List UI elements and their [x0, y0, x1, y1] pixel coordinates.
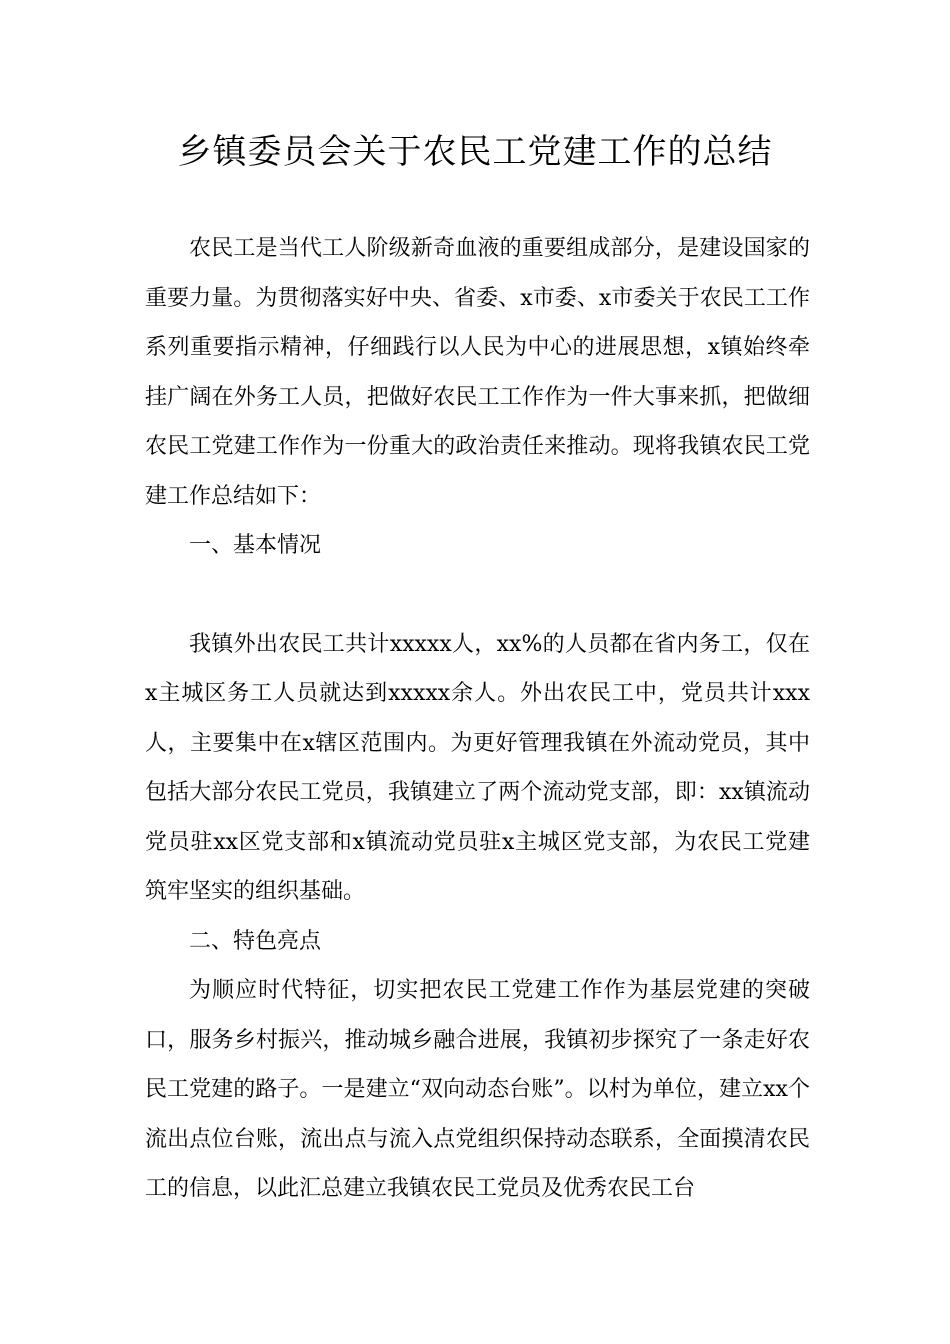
highlights-paragraph: 为顺应时代特征，切实把农民工党建工作作为基层党建的突破口，服务乡村振兴，推动城乡融合进展，我镇初步探究了一条走好农民工党建的路子。一是建立“双向动态台账”。以村为单位，建立xx个流出点位台账，流出点与流入点党组织保持动态联系，全面摸清农民工的信息，以此汇总建立我镇农民工党员及优秀农民工台 — [145, 978, 810, 1201]
section-heading-highlights: 二、特色亮点 — [189, 928, 322, 954]
section-heading-basic-situation: 一、基本情况 — [189, 533, 322, 558]
blank-line — [145, 571, 810, 620]
intro-paragraph: 农民工是当代工人阶级新奇血液的重要组成部分，是建设国家的重要力量。为贯彻落实好中央、省委、x市委、x市委关于农民工工作系列重要指示精神，仔细践行以人民为中心的进展思想，x镇始终牵挂广阔在外务工人员，把做好农民工工作作为一件大事来抓，把做细农民工党建工作作为一份重大的政治责任来推动。现将我镇农民工党建工作总结如下： — [145, 236, 810, 509]
basic-situation-paragraph: 我镇外出农民工共计xxxxx人，xx%的人员都在省内务工，仅在x主城区务工人员就达到xxxxx余人。外出农民工中，党员共计xxx人，主要集中在x辖区范围内。为更好管理我镇在外流动党员，其中包括大部分农民工党员，我镇建立了两个流动党支部，即：xx镇流动党员驻xx区党支部和x镇流动党员驻x主城区党支部，为农民工党建筑牢坚实的组织基础。 — [145, 631, 810, 904]
document-title: 乡镇委员会关于农民工党建工作的总结 — [177, 132, 773, 172]
document-body — [145, 224, 810, 1214]
